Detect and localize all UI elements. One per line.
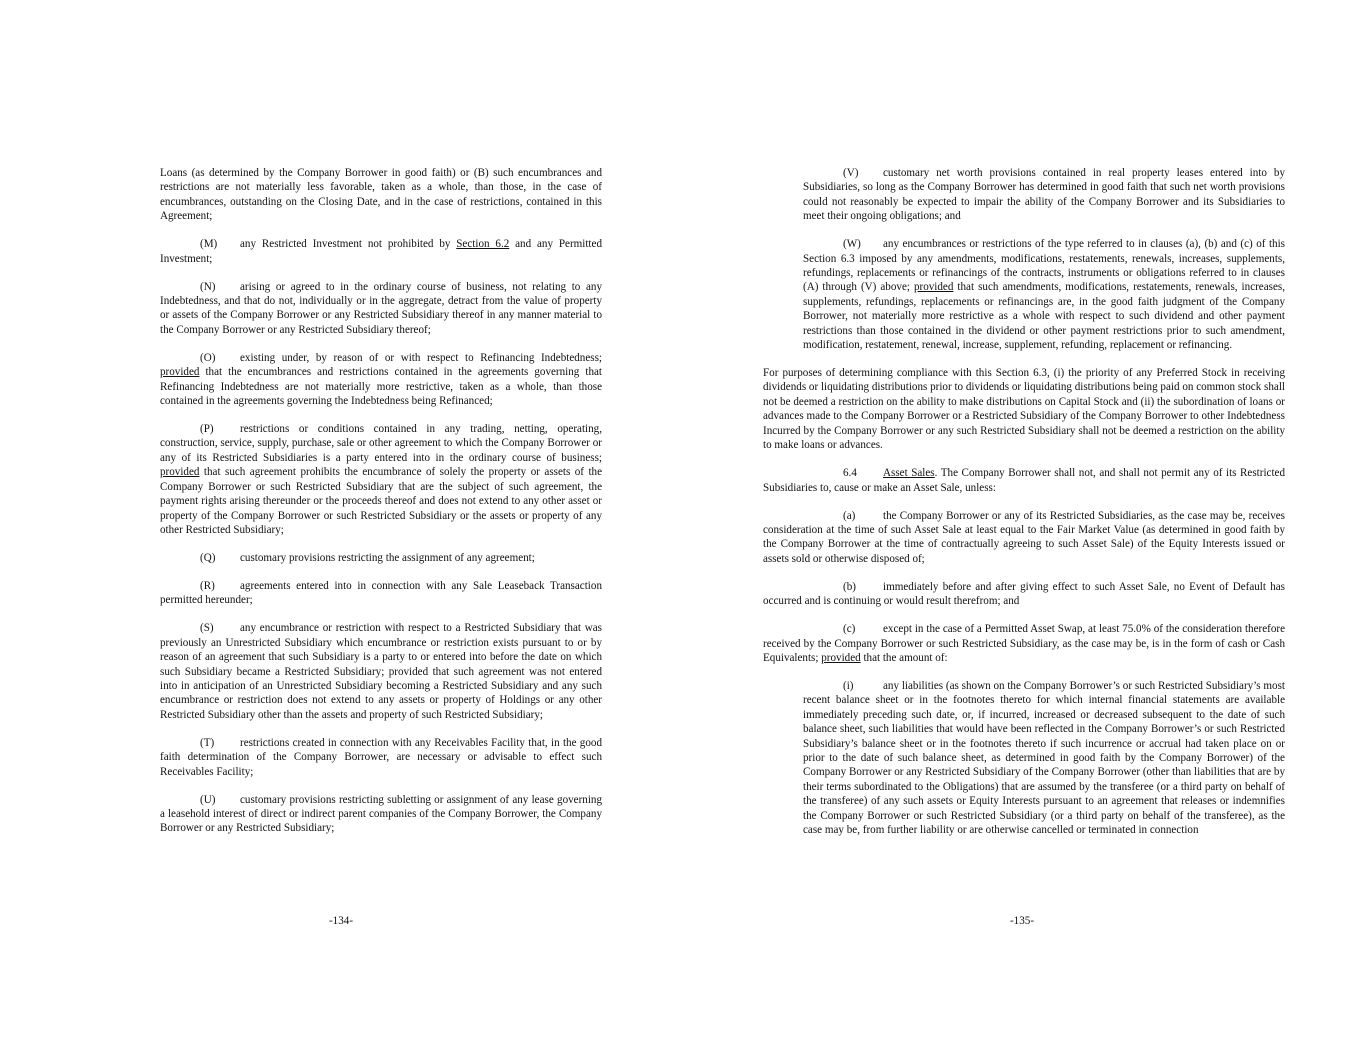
clause-i: (i) any liabilities (as shown on the Company Borrower’s or such Restricted Subsidiary’s most recent balance sheet or in the footnotes thereto for which internal financial statements are available immediately preceding such date, or, if incurred, increased or decreased subsequent to the date of such balance sheet, such liabilities that would have been reflected in the Company Borrower’s or such Restricted Subsidiary’s balance sheet or in the footnotes thereto if such incurrence or accrual had taken place on or prior to the date of such balance sheet, as determined in good faith by the Company Borrower) of the Company Borrower or any Restricted Subsidiary of the Company Borrower (other than liabilities that are by their terms subordinated to the Obligations) that are assumed by the transferee (or a third party on behalf of the transferee) of any such assets or Equity Interests pursuant to an agreement that releases or indemnifies the Company Borrower or such Restricted Subsidiary (or a third party on behalf of the transferee), as the case may be, from further liability or are otherwise cancelled or terminated in connection bbox=[803, 679, 1285, 836]
left-page bbox=[0, 0, 682, 1055]
provided-term: provided bbox=[821, 651, 861, 664]
clause-n: (N) arising or agreed to in the ordinary course of business, not relating to any Indebtedness, and that do not, individually or in the aggregate, detract from the value of property or assets of the Company Borrower or any Restricted Subsidiary thereof in any manner material to the Company Borrower or any Restricted Subsidiary thereof; bbox=[160, 280, 602, 336]
clause-o: (O) existing under, by reason of or with respect to Refinancing Indebtedness; provided that the encumbrances and restrictions contained in the agreements governing that Refinancing Indebtedness are not materially more restrictive, taken as a whole, than those contained in the agreements governing the Indebtedness being Refinanced; bbox=[160, 351, 602, 408]
clause-label: (S) bbox=[200, 622, 214, 635]
clause-r: (R) agreements entered into in connection with any Sale Leaseback Transaction permitted hereunder; bbox=[160, 579, 602, 607]
clause-label: (N) bbox=[200, 280, 216, 293]
clause-m: (M) any Restricted Investment not prohibited by Section 6.2 and any Permitted Investment; bbox=[160, 238, 602, 265]
clause-label: (i) bbox=[843, 679, 854, 692]
clause-label: (a) bbox=[843, 509, 856, 522]
clause-a: (a) the Company Borrower or any of its Restricted Subsidiaries, as the case may be, receives consideration at the time of such Asset Sale at least equal to the Fair Market Value (as determined in good faith by the Company Borrower at the time of contractually agreeing to such Asset Sale) of the Equity Interests issued or assets sold or otherwise disposed of; bbox=[763, 509, 1285, 565]
provided-term: provided bbox=[160, 466, 200, 479]
clause-p: (P) restrictions or conditions contained in any trading, netting, operating, construction, service, supply, purchase, sale or other agreement to which the Company Borrower or any of its Restricted Subsidiaries is a party entered into in the ordinary course of business; provided that such agreement prohibits the encumbrance of solely the property or assets of the Company Borrower or such Restricted Subsidiary that are the subject of such agreement, the payment rights arising thereunder or the proceeds thereof and does not extend to any other asset or property of the Company Borrower or such Restricted Subsidiary or the assets or property of any other Restricted Subsidiary; bbox=[160, 423, 602, 536]
clause-v: (V) customary net worth provisions contained in real property leases entered into by Subsidiaries, so long as the Company Borrower has determined in good faith that such net worth provisions could not reasonably be expected to impair the ability of the Company Borrower and its Subsidiaries to meet their ongoing obligations; and bbox=[803, 167, 1285, 223]
clause-label: (V) bbox=[843, 167, 859, 179]
clause-label: (O) bbox=[200, 351, 216, 364]
clause-label: (W) bbox=[843, 238, 861, 251]
clause-label: (P) bbox=[200, 423, 214, 436]
provided-term: provided bbox=[913, 281, 954, 294]
clause-label: (T) bbox=[200, 736, 215, 749]
paragraph-continuation: Loans (as determined by the Company Borrower in good faith) or (B) such encumbrances and restrictions are not materially less favorable, taken as a whole, than those, in the case of encumbrances, outstanding on the Closing Date, and in the case of restrictions, contained in this Agreement; bbox=[160, 167, 602, 223]
page-number: -135- bbox=[1009, 915, 1035, 927]
right-page bbox=[683, 0, 1365, 1055]
clause-label: (M) bbox=[200, 238, 218, 251]
clause-w: (W) any encumbrances or restrictions of the type referred to in clauses (a), (b) and (c) of this Section 6.3 imposed by any amendments, modifications, restatements, renewals, increases, supplements, refundings, replacements or refinancings of the contracts, instruments or obligations referred to in clauses (A) through (V) above; provided that such amendments, modifications, restatements, renewals, increases, supplements, refundings, replacements or refinancings are, in the good faith judgment of the Company Borrower, not materially more restrictive as a whole with respect to such dividend and other payment restrictions than those contained in the dividend or other payment restrictions prior to such amendment, modification, restatement, renewal, increase, supplement, refunding, replacement or refinancing. bbox=[803, 238, 1285, 352]
page-number: -134- bbox=[328, 915, 354, 927]
left-page-body bbox=[160, 166, 602, 849]
clause-label: (R) bbox=[200, 579, 215, 592]
clause-t: (T) restrictions created in connection with any Receivables Facility that, in the good faith determination of the Company Borrower, are necessary or advisable to effect such Receivables Facility; bbox=[160, 736, 602, 778]
section-reference: Section 6.2 bbox=[456, 238, 510, 251]
clause-s: (S) any encumbrance or restriction with respect to a Restricted Subsidiary that was previously an Unrestricted Subsidiary which encumbrance or restriction exists pursuant to or by reason of an agreement that such Subsidiary is a party to or entered into before the date on which such Subsidiary became a Restricted Subsidiary; provided that such agreement was not entered into in anticipation of an Unrestricted Subsidiary becoming a Restricted Subsidiary and any such encumbrance or restriction does not extend to any assets or property of Holdings or any other Restricted Subsidiary other than the assets and property of such Restricted Subsidiary; bbox=[160, 622, 602, 721]
right-page-body bbox=[763, 166, 1285, 851]
clause-b: (b) immediately before and after giving effect to such Asset Sale, no Event of Default has occurred and is continuing or would result therefrom; and bbox=[763, 580, 1285, 608]
clause-label: (Q) bbox=[200, 551, 216, 564]
clause-c: (c) except in the case of a Permitted Asset Swap, at least 75.0% of the consideration therefore received by the Company Borrower or such Restricted Subsidiary, as the case may be, is in the form of cash or Cash Equivalents; provided that the amount of: bbox=[763, 623, 1285, 664]
clause-u: (U) customary provisions restricting subletting or assignment of any lease governing a leasehold interest of direct or indirect parent companies of the Company Borrower, the Company Borrower or any Restricted Subsidiary; bbox=[160, 793, 602, 835]
provided-term: provided bbox=[160, 366, 200, 379]
section-number: 6.4 bbox=[843, 467, 857, 480]
clause-label: (c) bbox=[843, 623, 856, 636]
clause-q: (Q) customary provisions restricting the assignment of any agreement; bbox=[200, 551, 535, 564]
clause-label: (U) bbox=[200, 793, 216, 806]
clause-label: (b) bbox=[843, 580, 856, 593]
section-6-4: 6.4 Asset Sales. The Company Borrower shall not, and shall not permit any of its Restricted Subsidiaries to, cause or make an Asset Sale, unless: bbox=[763, 467, 1286, 494]
purposes-paragraph: For purposes of determining compliance with this Section 6.3, (i) the priority of any Preferred Stock in receiving dividends or liquidating distributions prior to dividends or liquidating distributions being paid on common stock shall not be deemed a restriction on the ability to make distributions on Capital Stock and (ii) the subordination of loans or advances made to the Company Borrower or a Restricted Subsidiary of the Company Borrower to other Indebtedness Incurred by the Company Borrower or any such Restricted Subsidiary shall not be deemed a restriction on the ability to make loans or advances. bbox=[763, 367, 1285, 452]
section-heading: Asset Sales bbox=[883, 467, 935, 480]
